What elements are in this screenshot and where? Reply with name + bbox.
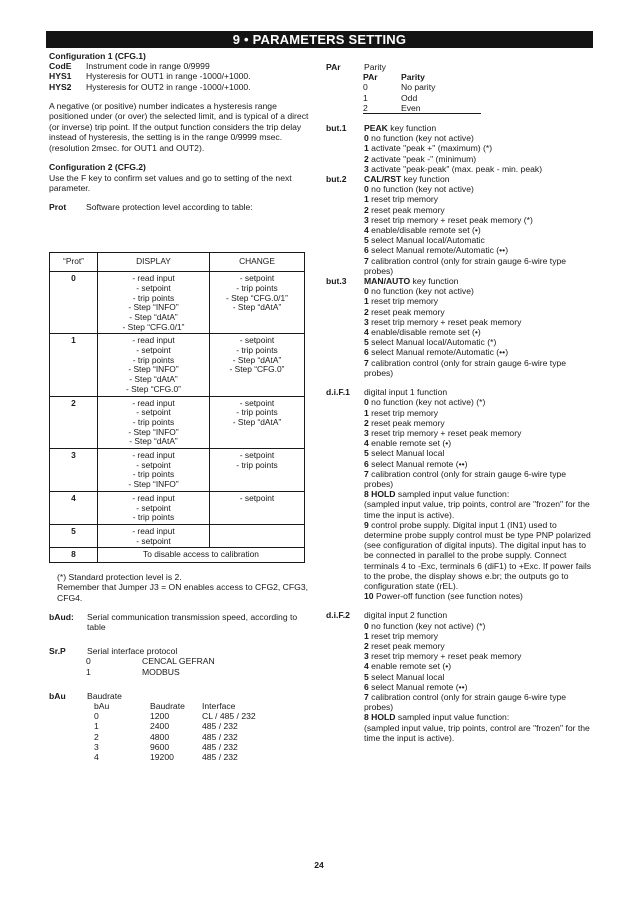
table-cell-display: - read input - setpoint - trip points - Step “INFO” - Step “dAtA” - Step “CFG.0” (98, 334, 210, 396)
table-row (50, 396, 305, 449)
hysteresis-note: A negative (or positive) number indicates a hysteresis range positioned under (or over) the selected limit, and is typical of a direct (or inverse) trip point. If the output function considers the trip delay instead of hysteresis, the setting is in the range 0/9999 msec. (resolution 2msec. for OUT1 and OUT2). (49, 100, 309, 153)
table-cell-level: 2 (50, 396, 98, 449)
but3-title-rest: key function (410, 276, 459, 287)
list-item: 10 Power-off function (see function notes) (364, 591, 523, 602)
list-item: 3 activate "peak-peak" (max. peak - min. peak) (364, 163, 543, 174)
but1-param (326, 123, 594, 174)
list-item: 7 calibration control (only for strain gauge 6-wire type probes) (364, 691, 567, 713)
table-row (50, 334, 305, 396)
cfg1-item-key: CodE (49, 61, 72, 72)
table-cell-level: 1 (50, 334, 98, 396)
list-item: 2 activate "peak -" (minimum) (364, 153, 477, 164)
table-cell-change: - setpoint - trip points - Step “dAtA” (210, 396, 305, 449)
parity-value: No parity (401, 82, 436, 93)
list-item: 0 no function (key not active) (364, 184, 474, 195)
list-item: 9 control probe supply. Digital input 1 (IN1) used to determine probe supply control must be type PNP polarized (see configuration of digital inputs). The digital input has to be connected in parallel to the probe supply. Connect terminals 4 to -Exc, terminals 6 (diF1) to +Exc. If power fails to the probe, the display shows e.br; the outputs go to configuration state (rEL). (364, 519, 592, 591)
baud-param (49, 612, 311, 632)
baud-interface: 485 / 232 (202, 751, 238, 762)
srp-protocol: CENCAL GEFRAN (142, 656, 215, 667)
parity-code: 1 (363, 92, 368, 103)
left-column (49, 51, 311, 762)
list-item: 8 HOLD sampled input value function: (364, 489, 510, 500)
dif2-param (326, 610, 594, 743)
list-item: 1 reset trip memory (364, 194, 439, 205)
list-item: 6 select Manual remote/Automatic (••) (364, 347, 509, 358)
but2-title-rest: key function (401, 174, 450, 185)
list-item: 4 enable remote set (•) (364, 661, 452, 672)
table-header-change: CHANGE (210, 253, 305, 272)
srp-title: Serial interface protocol (87, 646, 178, 657)
baud-rate: 1200 (150, 711, 170, 722)
table-cell-level: 0 (50, 272, 98, 334)
but3-key: but.3 (326, 276, 347, 287)
dif1-title: digital input 1 function (364, 387, 448, 398)
bau-param (49, 691, 311, 701)
list-item: 6 select Manual remote (••) (364, 458, 468, 469)
baud-rate: 2400 (150, 721, 170, 732)
list-item: 7 calibration control (only for strain gauge 6-wire type probes) (364, 468, 567, 489)
list-item: 0 no function (key not active) (*) (364, 620, 486, 631)
but2-key: but.2 (326, 174, 347, 185)
srp-table (86, 656, 311, 676)
baud-code: 4 (94, 751, 99, 762)
dif1-param (326, 387, 594, 601)
table-row (50, 491, 305, 524)
baud-interface: 485 / 232 (202, 731, 238, 742)
parity-value: Odd (401, 92, 418, 103)
parity-header: Parity (401, 72, 425, 83)
list-item: 2 reset peak memory (364, 417, 445, 428)
list-item: 7 calibration control (only for strain gauge 6-wire type probes) (364, 357, 567, 378)
cfg1-item (49, 61, 311, 71)
cfg1-item-text: Instrument code in range 0/9999 (86, 61, 210, 72)
cfg1-item (49, 82, 311, 92)
baud-code: 1 (94, 721, 99, 732)
but2-title: CAL/RST (364, 174, 402, 185)
baud-interface: CL / 485 / 232 (202, 711, 256, 722)
cfg1-items (49, 61, 311, 92)
standard-protection-note: (*) Standard protection level is 2. (57, 572, 182, 583)
cfg2-text: Use the F key to confirm set values and go to setting of the next parameter. (49, 172, 292, 193)
list-item: 4 enable remote set (•) (364, 438, 452, 449)
list-item: 6 select Manual remote (••) (364, 681, 468, 692)
but3-param (326, 276, 594, 378)
list-item: 0 no function (key not active) (*) (364, 397, 486, 408)
prot-text: Software protection level according to table: (86, 201, 253, 212)
list-item: 5 select Manual local/Automatic (364, 235, 485, 246)
list-item: 4 enable/disable remote set (•) (364, 327, 481, 338)
table-cell-display: - read input - setpoint - trip points - Step “INFO” - Step “dAtA” - Step “CFG.0/1” (98, 272, 210, 334)
bau-title: Baudrate (87, 690, 122, 701)
table-row (50, 272, 305, 334)
table-cell-change: - setpoint - trip points - Step “CFG.0/1” - Step “dAtA” (210, 272, 305, 334)
table-header-prot: “Prot” (50, 253, 98, 272)
list-item: 5 select Manual local (364, 671, 445, 682)
list-item: 1 reset trip memory (364, 630, 439, 641)
list-item: 5 select Manual local/Automatic (*) (364, 337, 497, 348)
parity-key: PAr (326, 62, 341, 72)
table-cell-display: - read input - setpoint (98, 525, 210, 548)
table-row (50, 449, 305, 492)
hold-description: (sampled input value, trip points, control are "frozen" for the time the input is active). (364, 722, 590, 743)
prot-param (49, 202, 311, 212)
baud-interface: 485 / 232 (202, 741, 238, 752)
baud-code: 0 (94, 711, 99, 722)
list-item: 2 reset peak memory (364, 640, 445, 651)
table-cell-calibration: To disable access to calibration (98, 548, 305, 563)
list-item: 4 enable/disable remote set (•) (364, 225, 481, 236)
jumper-note: Remember that Jumper J3 = ON enables access to CFG2, CFG3, CFG4. (57, 582, 308, 603)
table-cell-change: - setpoint - trip points (210, 449, 305, 492)
protection-table (49, 252, 305, 563)
but2-param (326, 174, 594, 276)
page-number: 24 (314, 860, 324, 870)
table-cell-change (210, 525, 305, 548)
baud-rate: 4800 (150, 731, 170, 742)
cfg2-title: Configuration 2 (CFG.2) (49, 162, 146, 173)
list-item: 1 activate "peak +" (maximum) (*) (364, 143, 493, 154)
prot-key: Prot (49, 201, 67, 212)
list-item: 8 HOLD sampled input value function: (364, 712, 510, 723)
baud-rate: 9600 (150, 741, 170, 752)
table-row (50, 548, 305, 563)
list-item: 3 reset trip memory + reset peak memory (364, 316, 522, 327)
cfg1-item-key: HYS1 (49, 71, 72, 82)
list-item: 5 select Manual local (364, 448, 445, 459)
cfg1-item (49, 71, 311, 81)
cfg1-item-text: Hysteresis for OUT2 in range -1000/+1000. (86, 81, 251, 92)
cfg1-title: Configuration 1 (CFG.1) (49, 51, 146, 61)
table-cell-change: - setpoint - trip points - Step “dAtA” - Step “CFG.0” (210, 334, 305, 396)
but1-title: PEAK (364, 123, 388, 134)
list-item: 0 no function (key not active) (364, 286, 474, 297)
table-cell-change: - setpoint (210, 491, 305, 524)
srp-code: 0 (86, 656, 91, 667)
baud-header: bAu (94, 700, 110, 711)
list-item: 3 reset trip memory + reset peak memory (364, 427, 522, 438)
list-item: 2 reset peak memory (364, 204, 445, 215)
protection-table-body (50, 272, 305, 563)
but1-key: but.1 (326, 123, 347, 134)
cfg1-item-text: Hysteresis for OUT1 in range -1000/+1000. (86, 71, 251, 82)
dif2-title: digital input 2 function (364, 610, 448, 621)
cfg1-item-key: HYS2 (49, 81, 72, 92)
table-cell-level: 3 (50, 449, 98, 492)
baud-code: 2 (94, 731, 99, 742)
table-cell-display: - read input - setpoint - trip points - Step “INFO” - Step “dAtA” (98, 396, 210, 449)
list-item: 0 no function (key not active) (364, 133, 474, 144)
list-item: 7 calibration control (only for strain gauge 6-wire type probes) (364, 255, 567, 276)
parity-code: 0 (363, 82, 368, 93)
parity-title: Parity (364, 62, 386, 72)
srp-param (49, 646, 311, 656)
dif2-key: d.i.F.2 (326, 610, 350, 621)
baud-rate: 19200 (150, 751, 174, 762)
section-banner: 9 • PARAMETERS SETTING (46, 31, 593, 48)
baud-code: 3 (94, 741, 99, 752)
list-item: 3 reset trip memory + reset peak memory (*) (364, 214, 533, 225)
but1-title-rest: key function (387, 123, 437, 134)
right-column (326, 62, 594, 743)
parity-code: 2 (363, 103, 401, 114)
parity-value: Even (401, 103, 481, 114)
parity-table (363, 72, 594, 114)
hold-description: (sampled input value, trip points, control are "frozen" for the time the input is active). (364, 499, 590, 520)
baud-text: Serial communication transmission speed, according to table (87, 611, 298, 632)
table-cell-display: - read input - setpoint - trip points - Step “INFO” (98, 449, 210, 492)
baud-header: Interface (202, 700, 236, 711)
table-cell-level: 4 (50, 491, 98, 524)
parity-param (326, 62, 594, 72)
table-cell-level: 8 (50, 548, 98, 563)
baudrate-table (94, 701, 311, 762)
list-item: 2 reset peak memory (364, 306, 445, 317)
srp-code: 1 (86, 666, 91, 677)
table-row (50, 525, 305, 548)
table-cell-display: - read input - setpoint - trip points (98, 491, 210, 524)
list-item: 1 reset trip memory (364, 407, 439, 418)
dif1-key: d.i.F.1 (326, 387, 350, 398)
srp-key: Sr.P (49, 646, 66, 657)
baud-interface: 485 / 232 (202, 721, 238, 732)
list-item: 6 select Manual remote/Automatic (••) (364, 245, 509, 256)
baud-header: Baudrate (150, 700, 185, 711)
table-cell-level: 5 (50, 525, 98, 548)
table-header-display: DISPLAY (98, 253, 210, 272)
bau-key: bAu (49, 690, 66, 701)
srp-protocol: MODBUS (142, 666, 180, 677)
parity-header: PAr (363, 72, 378, 83)
but3-title: MAN/AUTO (364, 276, 411, 287)
list-item: 1 reset trip memory (364, 296, 439, 307)
list-item: 3 reset trip memory + reset peak memory (364, 651, 522, 662)
table-header-row (50, 253, 305, 272)
baud-key: bAud: (49, 611, 74, 622)
